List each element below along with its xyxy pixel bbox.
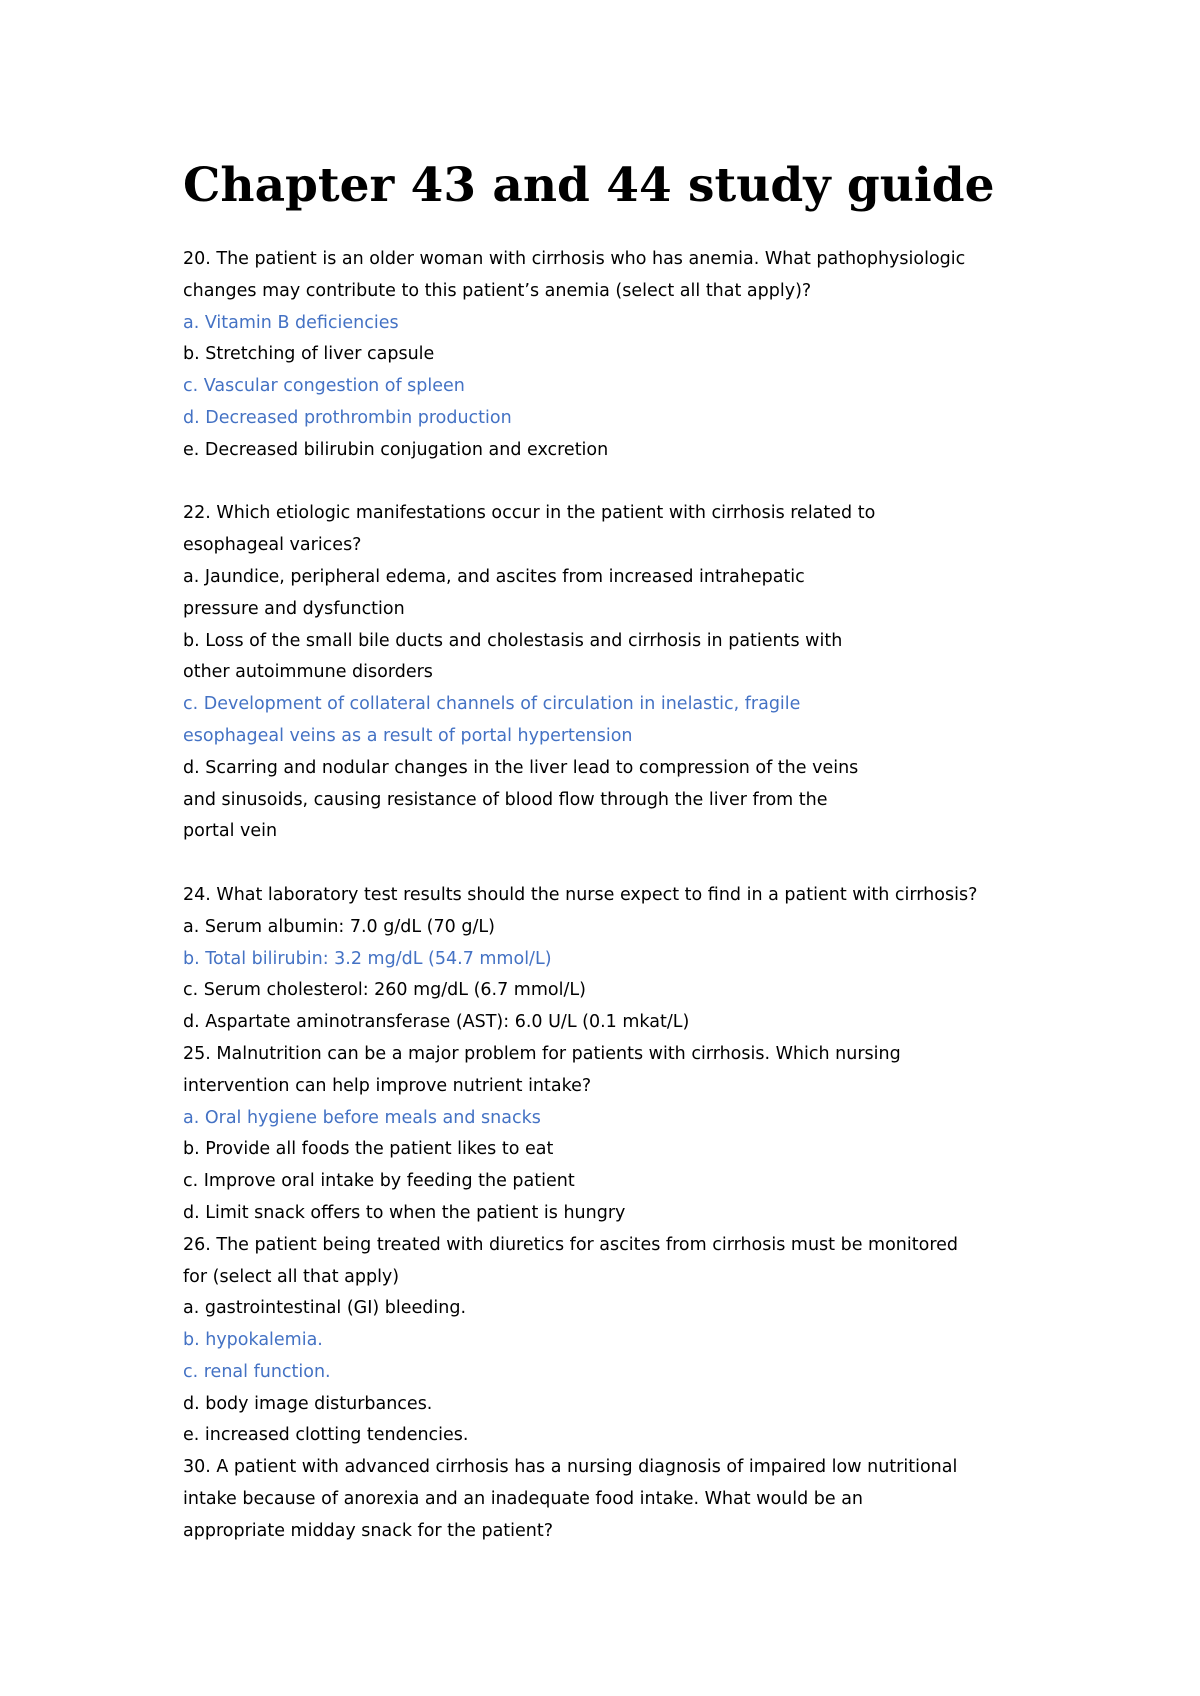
correct-answer-line: b. hypokalemia.	[183, 1330, 323, 1351]
correct-answer-line: a. Vitamin B deficiencies	[183, 312, 399, 333]
text-line: d. Limit snack offers to when the patient is hungry	[183, 1202, 626, 1223]
text-line: and sinusoids, causing resistance of blood flow through the liver from the	[183, 789, 828, 810]
text-line: d. Scarring and nodular changes in the liver lead to compression of the veins	[183, 757, 859, 778]
text-line: 24. What laboratory test results should the nurse expect to find in a patient with cirrhosis?	[183, 884, 978, 905]
correct-answer-line: a. Oral hygiene before meals and snacks	[183, 1107, 541, 1128]
text-line: 20. The patient is an older woman with cirrhosis who has anemia. What pathophysiologic	[183, 249, 966, 269]
correct-answer-line: d. Decreased prothrombin production	[183, 407, 512, 428]
text-line: 30. A patient with advanced cirrhosis has a nursing diagnosis of impaired low nutritional	[183, 1457, 958, 1478]
text-line: e. increased clotting tendencies.	[183, 1425, 469, 1446]
block-spacer	[183, 848, 1083, 880]
text-line: 22. Which etiologic manifestations occur in the patient with cirrhosis related to	[183, 503, 876, 524]
text-line: e. Decreased bilirubin conjugation and excretion	[183, 439, 609, 460]
text-line: a. gastrointestinal (GI) bleeding.	[183, 1298, 467, 1319]
correct-answer-line: esophageal veins as a result of portal hypertension	[183, 725, 633, 746]
text-line: b. Stretching of liver capsule	[183, 344, 435, 365]
text-line: d. body image disturbances.	[183, 1393, 433, 1414]
question-block	[183, 244, 1083, 467]
text-line: 25. Malnutrition can be a major problem for patients with cirrhosis. Which nursing	[183, 1043, 901, 1064]
text-line: other autoimmune disorders	[183, 662, 433, 683]
text-line: a. Serum albumin: 7.0 g/dL (70 g/L)	[183, 916, 495, 937]
text-line: appropriate midday snack for the patient?	[183, 1520, 554, 1541]
text-line: intervention can help improve nutrient intake?	[183, 1075, 592, 1096]
question-block	[183, 880, 1083, 1548]
document-body	[183, 158, 1083, 1548]
text-line: c. Improve oral intake by feeding the patient	[183, 1171, 575, 1192]
text-line: intake because of anorexia and an inadequate food intake. What would be an	[183, 1489, 864, 1510]
question-list	[183, 244, 1083, 1548]
block-spacer	[183, 467, 1083, 499]
text-line: pressure and dysfunction	[183, 598, 405, 619]
text-line: b. Loss of the small bile ducts and cholestasis and cirrhosis in patients with	[183, 630, 843, 651]
text-line: a. Jaundice, peripheral edema, and ascites from increased intrahepatic	[183, 566, 805, 587]
document-title: Chapter 43 and 44 study guide	[183, 158, 995, 213]
text-line: portal vein	[183, 821, 278, 842]
correct-answer-line: b. Total bilirubin: 3.2 mg/dL (54.7 mmol/L)	[183, 948, 552, 969]
text-line: d. Aspartate aminotransferase (AST): 6.0 U/L (0.1 mkat/L)	[183, 1012, 690, 1033]
text-line: 26. The patient being treated with diuretics for ascites from cirrhosis must be monitored	[183, 1234, 958, 1255]
correct-answer-line: c. Development of collateral channels of circulation in inelastic, fragile	[183, 694, 801, 715]
text-line: b. Provide all foods the patient likes to eat	[183, 1139, 554, 1160]
text-line: c. Serum cholesterol: 260 mg/dL (6.7 mmol/L)	[183, 980, 586, 1001]
text-line: esophageal varices?	[183, 535, 362, 556]
correct-answer-line: c. renal function.	[183, 1361, 331, 1382]
correct-answer-line: c. Vascular congestion of spleen	[183, 376, 465, 397]
text-line: for (select all that apply)	[183, 1266, 400, 1287]
text-line: changes may contribute to this patient’s anemia (select all that apply)?	[183, 280, 812, 301]
question-block	[183, 498, 1083, 848]
